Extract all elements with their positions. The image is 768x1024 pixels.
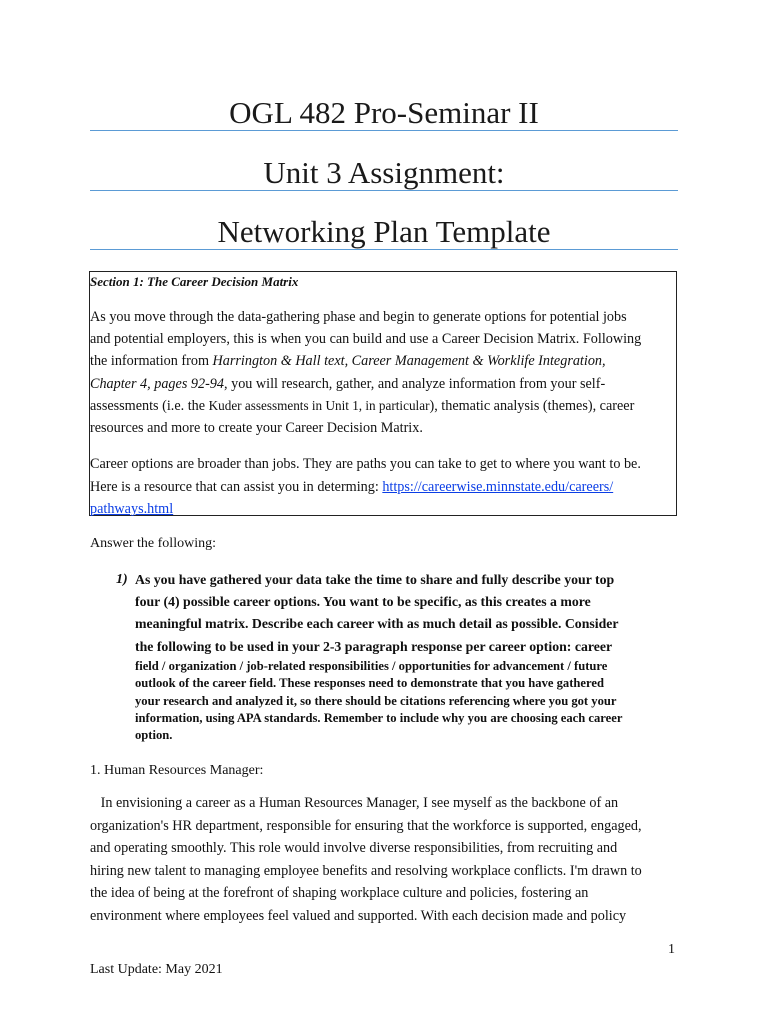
text-line: hiring new talent to managing employee benefits and resolving workplace conflicts. I'm drawn to (90, 862, 642, 879)
careerwise-link-continued[interactable]: pathways.html (90, 501, 174, 518)
footer-last-update: Last Update: May 2021 (90, 962, 223, 977)
document-title-course: OGL 482 Pro-Seminar II (229, 95, 539, 130)
title-rule-3 (90, 249, 678, 250)
text-line (90, 373, 680, 395)
text-line (90, 476, 680, 499)
title-rule-1 (90, 130, 678, 131)
answer-1-paragraph (90, 792, 680, 927)
text-line: resources and more to create your Career Decision Matrix. (90, 419, 423, 436)
text-line: organization's HR department, responsible for ensuring that the workforce is supported, engaged, (90, 817, 642, 834)
question-line: outlook of the career field. These responses need to demonstrate that you have gathered (135, 676, 604, 691)
text-line (90, 498, 680, 521)
text-run: assessments (i.e. the (90, 397, 209, 414)
text-line: Career options are broader than jobs. They are paths you can take to get to where you want to be. (90, 456, 641, 472)
text-line: and potential employers, this is when you can build and use a Career Decision Matrix. Following (90, 331, 642, 348)
document-title-template: Networking Plan Template (217, 214, 551, 249)
question-line: As you have gathered your data take the time to share and fully describe your top (135, 572, 615, 587)
question-line: meaningful matrix. Describe each career with as much detail as possible. Consider (135, 616, 619, 632)
citation-text: Harrington & Hall text, Career Management & Worklife Integration, (212, 353, 606, 370)
text-run: the information from (90, 353, 213, 370)
question-line: four (4) possible career options. You want to be specific, as this creates a more (135, 594, 591, 610)
text-line (90, 395, 680, 417)
question-line: field / organization / job-related responsibilities / opportunities for advancement / future (135, 658, 608, 673)
title-rule-2 (90, 190, 678, 191)
text-run: , you will research, gather, and analyze information from your self- (224, 375, 606, 392)
question-line: the following to be used in your 2-3 paragraph response per career option: career (135, 638, 613, 654)
careerwise-link[interactable]: https://careerwise.minnstate.edu/careers/ (382, 478, 614, 495)
text-run: Here is a resource that can assist you in determing: (90, 478, 383, 495)
question-line: your research and analyzed it, so there should be citations referencing where you got your (135, 693, 617, 708)
page-number: 1 (668, 942, 675, 957)
text-line: the idea of being at the forefront of shaping workplace culture and policies, fostering an (90, 885, 589, 901)
section-1-paragraph-1 (90, 306, 680, 439)
question-line: option. (135, 728, 173, 743)
answer-instructions: Answer the following: (90, 536, 216, 551)
text-run: Kuder assessments in Unit 1, in particular (208, 397, 430, 413)
text-line: In envisioning a career as a Human Resources Manager, I see myself as the backbone of an (90, 795, 619, 811)
text-line: As you move through the data-gathering phase and begin to generate options for potential jobs (90, 309, 627, 325)
text-line: environment where employees feel valued and supported. With each decision made and policy (90, 907, 627, 924)
text-line (90, 350, 680, 372)
text-run: ), thematic analysis (themes), career (429, 397, 635, 414)
section-1-heading: Section 1: The Career Decision Matrix (90, 274, 299, 289)
section-1-paragraph-2 (90, 453, 680, 521)
question-number: 1) (116, 572, 128, 587)
document-title-unit: Unit 3 Assignment: (263, 155, 505, 190)
answer-1-heading: 1. Human Resources Manager: (90, 763, 264, 778)
question-1-text (135, 569, 680, 745)
text-line: and operating smoothly. This role would involve diverse responsibilities, from recruiting and (90, 840, 618, 856)
citation-text: Chapter 4, pages 92-94 (90, 375, 224, 392)
question-line: information, using APA standards. Remember to include why you are choosing each career (135, 710, 623, 725)
